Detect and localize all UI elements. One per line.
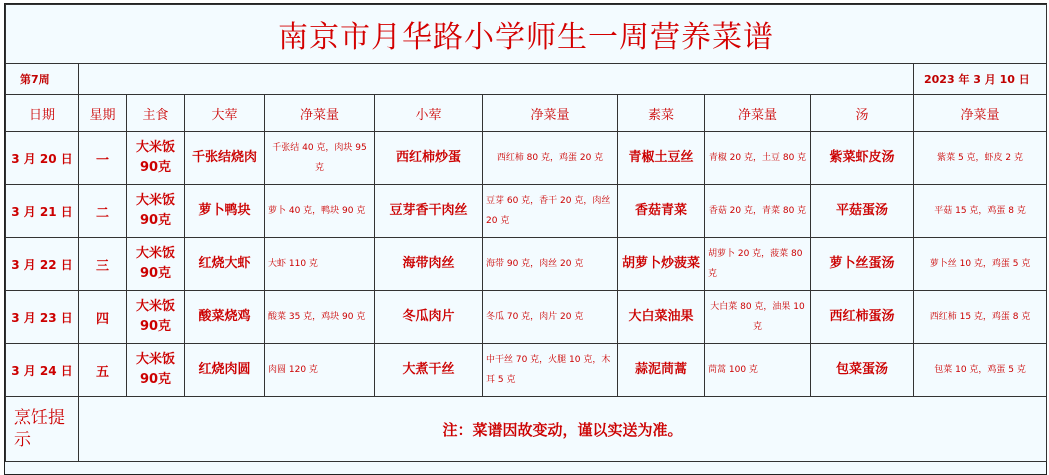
soup-qty-cell: 西红柿 15 克，鸡蛋 8 克 [914, 291, 1047, 344]
table-row [6, 185, 1047, 238]
weekday-cell: 三 [79, 238, 127, 291]
header-soup-qty: 净菜量 [914, 95, 1047, 132]
header-date: 日期 [6, 95, 79, 132]
veg-cell: 香菇青菜 [618, 185, 705, 238]
table-row [6, 238, 1047, 291]
small-meat-cell: 冬瓜肉片 [375, 291, 483, 344]
veg-qty-cell: 茼蒿 100 克 [705, 344, 811, 397]
date-cell: 3 月 22 日 [6, 238, 79, 291]
header-weekday: 星期 [79, 95, 127, 132]
table-row [6, 291, 1047, 344]
small-meat-cell: 西红柿炒蛋 [375, 132, 483, 185]
staple-cell: 大米饭90克 [127, 132, 185, 185]
big-meat-qty-cell: 肉圆 120 克 [265, 344, 375, 397]
soup-cell: 平菇蛋汤 [811, 185, 914, 238]
soup-cell: 萝卜丝蛋汤 [811, 238, 914, 291]
big-meat-qty-cell: 大虾 110 克 [265, 238, 375, 291]
staple-cell: 大米饭90克 [127, 291, 185, 344]
header-small-meat: 小荤 [375, 95, 483, 132]
date-cell: 3 月 20 日 [6, 132, 79, 185]
veg-qty-cell: 香菇 20 克，青菜 80 克 [705, 185, 811, 238]
soup-qty-cell: 紫菜 5 克，虾皮 2 克 [914, 132, 1047, 185]
date-label: 2023 年 3 月 10 日 [914, 64, 1047, 95]
staple-cell: 大米饭90克 [127, 185, 185, 238]
soup-qty-cell: 平菇 15 克，鸡蛋 8 克 [914, 185, 1047, 238]
meta-spacer [79, 64, 914, 95]
header-big-meat: 大荤 [185, 95, 265, 132]
header-soup: 汤 [811, 95, 914, 132]
small-meat-qty-cell: 西红柿 80 克，鸡蛋 20 克 [483, 132, 618, 185]
weekday-cell: 四 [79, 291, 127, 344]
big-meat-cell: 红烧肉圆 [185, 344, 265, 397]
soup-cell: 包菜蛋汤 [811, 344, 914, 397]
header-veg-qty: 净菜量 [705, 95, 811, 132]
weekday-cell: 一 [79, 132, 127, 185]
big-meat-cell: 酸菜烧鸡 [185, 291, 265, 344]
big-meat-cell: 萝卜鸭块 [185, 185, 265, 238]
date-cell: 3 月 24 日 [6, 344, 79, 397]
table-row [6, 344, 1047, 397]
date-cell: 3 月 23 日 [6, 291, 79, 344]
big-meat-cell: 千张结烧肉 [185, 132, 265, 185]
week-label: 第7周 [6, 64, 79, 95]
header-big-meat-qty: 净菜量 [265, 95, 375, 132]
big-meat-cell: 红烧大虾 [185, 238, 265, 291]
small-meat-cell: 豆芽香干肉丝 [375, 185, 483, 238]
weekday-cell: 二 [79, 185, 127, 238]
small-meat-qty-cell: 豆芽 60 克，香干 20 克，肉丝 20 克 [483, 185, 618, 238]
small-meat-qty-cell: 海带 90 克，肉丝 20 克 [483, 238, 618, 291]
staple-cell: 大米饭90克 [127, 344, 185, 397]
header-staple: 主食 [127, 95, 185, 132]
footer-note: 注：菜谱因故变动，谨以实送为准。 [79, 397, 1047, 462]
header-small-meat-qty: 净菜量 [483, 95, 618, 132]
big-meat-qty-cell: 酸菜 35 克，鸡块 90 克 [265, 291, 375, 344]
date-cell: 3 月 21 日 [6, 185, 79, 238]
table-row [6, 132, 1047, 185]
menu-sheet [4, 3, 1047, 475]
veg-qty-cell: 胡萝卜 20 克，菠菜 80 克 [705, 238, 811, 291]
veg-cell: 青椒土豆丝 [618, 132, 705, 185]
veg-cell: 大白菜油果 [618, 291, 705, 344]
cooking-tips-label: 烹饪提示 [6, 397, 79, 462]
small-meat-qty-cell: 中干丝 70 克，火腿 10 克，木耳 5 克 [483, 344, 618, 397]
weekday-cell: 五 [79, 344, 127, 397]
small-meat-cell: 海带肉丝 [375, 238, 483, 291]
soup-cell: 西红柿蛋汤 [811, 291, 914, 344]
veg-cell: 蒜泥茼蒿 [618, 344, 705, 397]
small-meat-cell: 大煮干丝 [375, 344, 483, 397]
big-meat-qty-cell: 萝卜 40 克，鸭块 90 克 [265, 185, 375, 238]
veg-cell: 胡萝卜炒菠菜 [618, 238, 705, 291]
small-meat-qty-cell: 冬瓜 70 克，肉片 20 克 [483, 291, 618, 344]
soup-qty-cell: 萝卜丝 10 克，鸡蛋 5 克 [914, 238, 1047, 291]
soup-cell: 紫菜虾皮汤 [811, 132, 914, 185]
staple-cell: 大米饭90克 [127, 238, 185, 291]
page-title: 南京市月华路小学师生一周营养菜谱 [6, 5, 1047, 64]
veg-qty-cell: 大白菜 80 克，油果 10 克 [705, 291, 811, 344]
menu-table [5, 4, 1047, 462]
header-veg: 素菜 [618, 95, 705, 132]
header-row [6, 95, 1047, 132]
soup-qty-cell: 包菜 10 克，鸡蛋 5 克 [914, 344, 1047, 397]
big-meat-qty-cell: 千张结 40 克，肉块 95 克 [265, 132, 375, 185]
veg-qty-cell: 青椒 20 克，土豆 80 克 [705, 132, 811, 185]
